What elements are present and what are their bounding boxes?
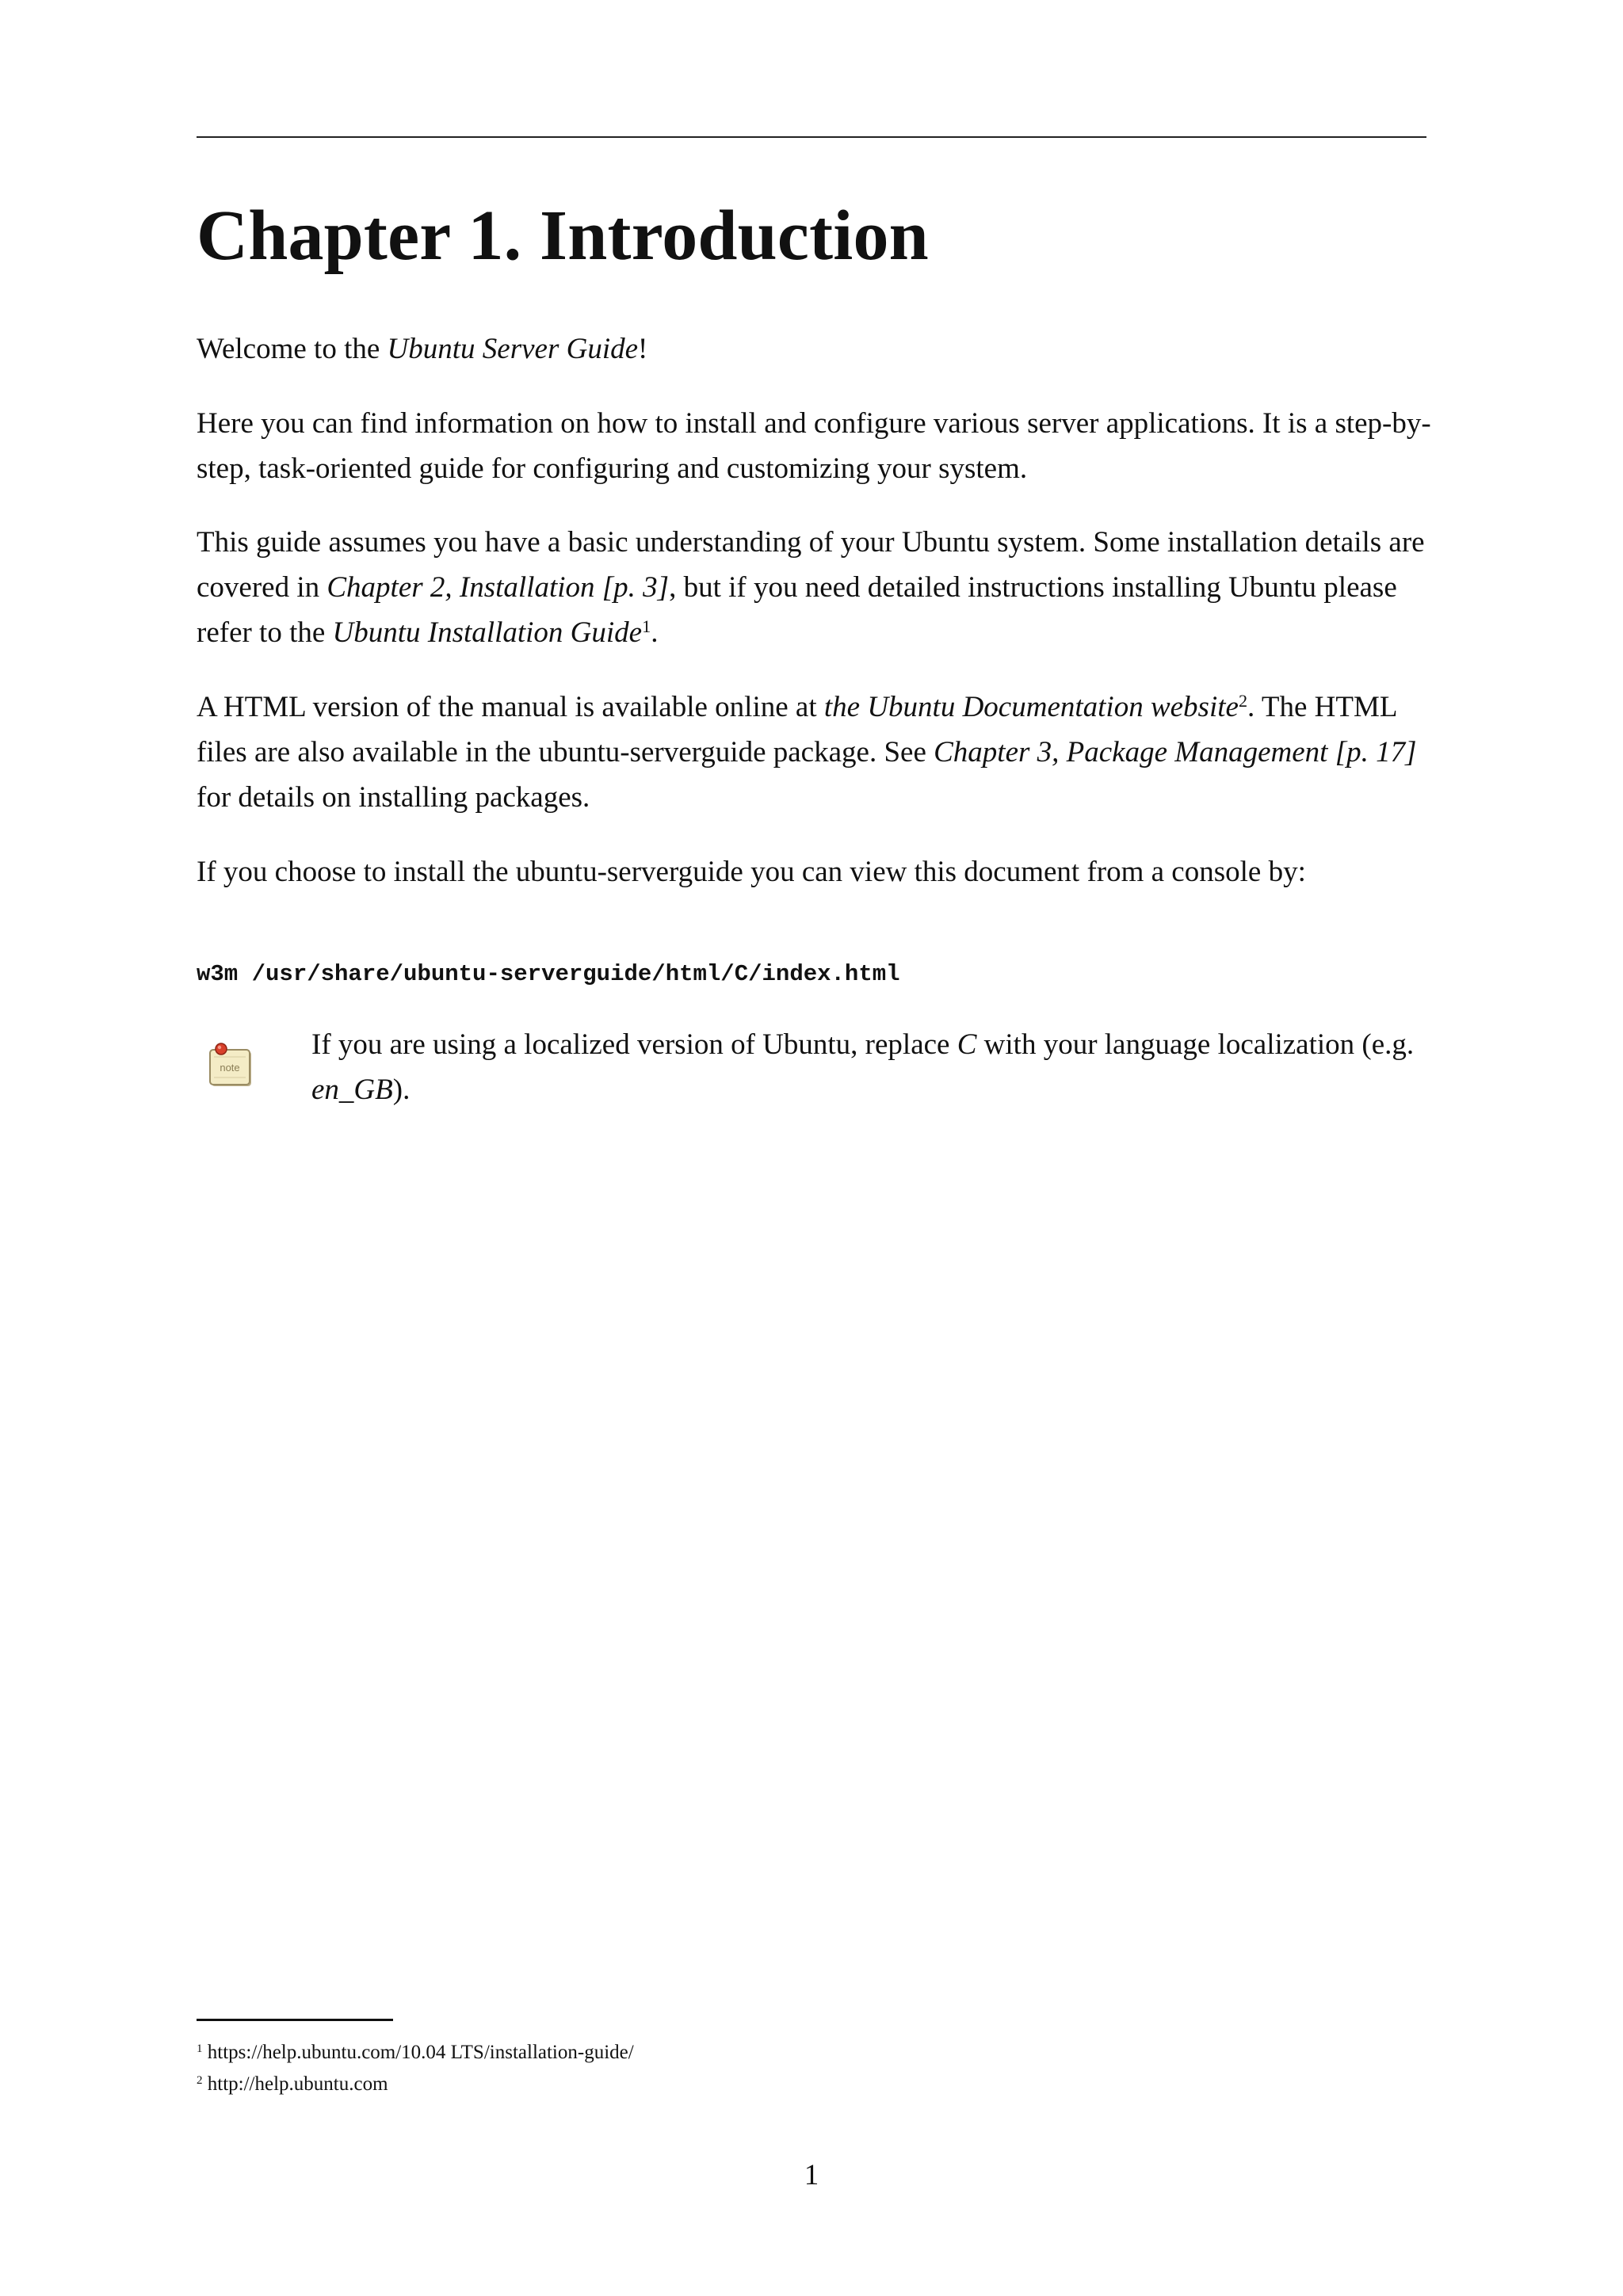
console-paragraph: If you choose to install the ubuntu-serverguide you can view this document from a console by:: [197, 856, 1306, 888]
note-icon-label: note: [220, 1062, 240, 1074]
assume-text-1: This guide assumes you have a basic understanding of your Ubuntu system. Some installation details are covered in: [197, 526, 1425, 604]
assume-text-2: , but if you need detailed instructions installing Ubuntu please refer to the: [197, 571, 1397, 649]
footnote-ref-1[interactable]: 1: [642, 616, 651, 636]
welcome-paragraph: [197, 326, 1433, 372]
welcome-end: !: [638, 333, 648, 365]
note-text-1: If you are using a localized version of Ubuntu, replace: [311, 1028, 957, 1061]
documentation-website-link[interactable]: the Ubuntu Documentation website: [823, 691, 1239, 723]
guide-name: Ubuntu Server Guide: [387, 333, 639, 365]
installation-chapter-link[interactable]: Chapter 2, Installation [p. 3]: [327, 571, 670, 604]
footnote-number: 2: [197, 2073, 203, 2087]
command-line: w3m /usr/share/ubuntu-serverguide/html/C/index.html: [197, 961, 900, 987]
footnote-2: [197, 2071, 388, 2098]
html-version-paragraph: [197, 685, 1433, 820]
note-locale-example: en_GB: [311, 1074, 393, 1106]
html-text-1: A HTML version of the manual is available online at: [197, 691, 824, 723]
note-icon: [204, 1038, 255, 1089]
welcome-text: Welcome to the: [197, 333, 388, 365]
footnote-rule: [197, 2019, 393, 2021]
footnote-url[interactable]: https://help.ubuntu.com/10.04 LTS/installation-guide/: [207, 2042, 634, 2063]
footnote-ref-2[interactable]: 2: [1238, 690, 1248, 711]
note-text: [311, 1022, 1437, 1112]
chapter-title: Chapter 1. Introduction: [197, 196, 929, 275]
html-text-3: for details on installing packages.: [197, 781, 590, 814]
installation-guide-link[interactable]: Ubuntu Installation Guide: [332, 616, 643, 649]
assumptions-paragraph: [197, 520, 1433, 655]
intro-paragraph: Here you can find information on how to install and configure various server applications. It is a step-by-step, task-oriented guide for configuring and customizing your system.: [197, 407, 1431, 485]
footnote-1: [197, 2039, 634, 2066]
html-text-2: . The HTML files are also available in the ubuntu-serverguide package. See: [197, 691, 1397, 769]
package-management-link[interactable]: Chapter 3, Package Management [p. 17]: [934, 736, 1417, 769]
page-number: 1: [804, 2159, 819, 2191]
footnote-number: 1: [197, 2042, 203, 2055]
header-rule: [197, 136, 1426, 138]
note-text-3: ).: [392, 1074, 411, 1106]
note-text-2: with your language localization (e.g.: [976, 1028, 1415, 1061]
assume-text-3: .: [651, 616, 659, 649]
footnote-url[interactable]: http://help.ubuntu.com: [207, 2073, 388, 2095]
note-locale-placeholder: C: [957, 1028, 977, 1061]
